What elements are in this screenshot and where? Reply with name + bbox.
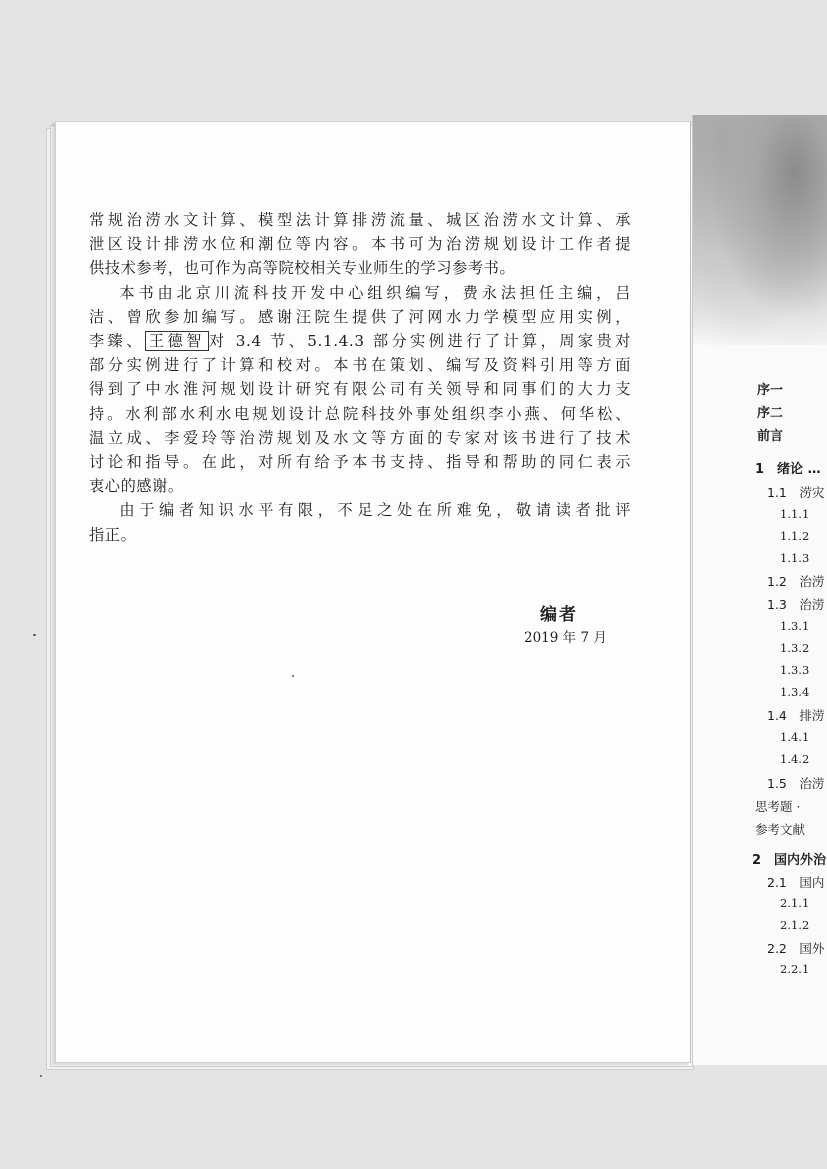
cover-banner-image xyxy=(693,115,827,345)
text-line: 部分实例进行了计算和校对。本书在策划、编写及资料引用等方面 xyxy=(89,356,631,375)
toc-entry: 1.1.3 xyxy=(780,551,810,565)
toc-entry: 1.3.2 xyxy=(780,641,810,655)
text-line xyxy=(89,329,631,353)
text-line: 衷心的感谢。 xyxy=(89,477,184,496)
toc-entry: 2.2.1 xyxy=(780,962,810,976)
toc-entry: 2.1 国内 xyxy=(767,875,825,890)
text-line: 本书由北京川流科技开发中心组织编写，费永法担任主编，吕 xyxy=(119,283,631,302)
toc-entry: 1.2 治涝 xyxy=(767,574,825,589)
paragraph-3 xyxy=(89,498,631,546)
text-line: 供技术参考，也可作为高等院校相关专业师生的学习参考书。 xyxy=(89,259,516,278)
toc-entry: 1.1.1 xyxy=(780,507,810,521)
toc-entry: 1.1.2 xyxy=(780,529,810,543)
text-line: 得到了中水淮河规划设计研究有限公司有关领导和同事们的大力支 xyxy=(89,380,631,399)
text-line: 泄区设计排涝水位和潮位等内容。本书可为治涝规划设计工作者提 xyxy=(89,235,631,254)
toc-entry: 1.3.3 xyxy=(780,663,810,677)
text-line: 指正。 xyxy=(89,525,137,544)
preface-body xyxy=(89,208,631,547)
text-segment: 对 3.4 节、5.1.4.3 部分实例进行了计算，周家贵对 xyxy=(208,332,631,351)
paragraph-1 xyxy=(89,208,631,281)
scan-speck xyxy=(292,675,294,677)
scan-speck xyxy=(33,634,36,636)
text-line: 洁、曾欣参加编写。感谢汪院生提供了河网水力学模型应用实例， xyxy=(89,307,631,326)
text-line: 持。水利部水利水电规划设计总院科技外事处组织李小燕、何华松、 xyxy=(89,404,631,423)
toc-entry: 序一 xyxy=(757,383,784,398)
text-line: 常规治涝水文计算、模型法计算排涝流量、城区治涝水文计算、承 xyxy=(89,211,631,229)
toc-entry: 前言 xyxy=(757,429,784,444)
toc-entry: 思考题 · xyxy=(755,799,801,814)
boxed-name-highlight: 王德智 xyxy=(145,331,209,351)
toc-entry: 2 国内外治 xyxy=(752,853,827,868)
text-segment: 李臻、 xyxy=(89,332,145,351)
scan-speck xyxy=(40,1075,42,1077)
toc-entry: 2.1.1 xyxy=(780,896,810,910)
toc-entry: 1.1 涝灾 xyxy=(767,485,825,500)
toc-entry: 参考文献 xyxy=(755,822,806,837)
toc-entry: 1.4.2 xyxy=(780,752,810,766)
text-line: 温立成、李爱玲等治涝规划及水文等方面的专家对该书进行了技术 xyxy=(89,428,631,447)
toc-entry: 2.1.2 xyxy=(780,918,810,932)
toc-entry: 序二 xyxy=(757,406,784,421)
toc-entry: 1.4.1 xyxy=(780,730,810,744)
toc-entry: 1.5 治涝 xyxy=(767,776,825,791)
paragraph-2 xyxy=(89,281,631,499)
toc-entry: 1.3 治涝 xyxy=(767,597,825,612)
toc-entry: 1.3.1 xyxy=(780,619,810,633)
text-line: 由于编者知识水平有限，不足之处在所难免，敬请读者批评 xyxy=(119,501,631,520)
toc-entry: 1.3.4 xyxy=(780,685,810,699)
author-signature: 编者 xyxy=(540,605,578,625)
text-line: 讨论和指导。在此，对所有给予本书支持、指导和帮助的同仁表示 xyxy=(89,453,631,472)
preface-date: 2019 年 7 月 xyxy=(524,630,607,646)
toc-entry: 1.4 排涝 xyxy=(767,708,825,723)
toc-entry: 1 绪论 … xyxy=(755,462,821,477)
toc-entry: 2.2 国外 xyxy=(767,941,825,956)
